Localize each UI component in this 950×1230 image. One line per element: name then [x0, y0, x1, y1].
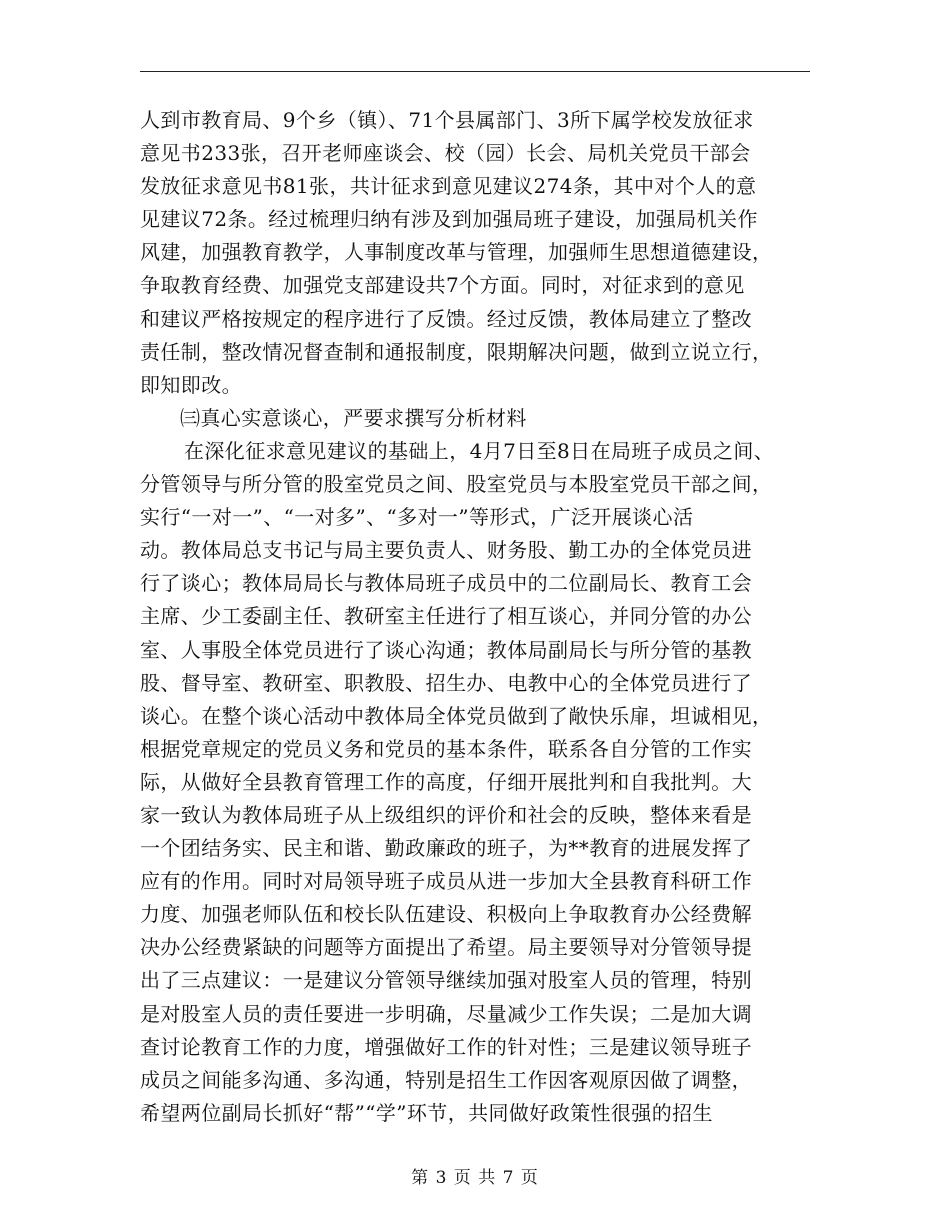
text-line: 成员之间能多沟通、多沟通，特别是招生工作因客观原因做了调整， — [140, 1067, 752, 1092]
text-line: 应有的作用。同时对局领导班子成员从进一步加大全县教育科研工作 — [140, 869, 752, 894]
text-line: 见建议72条。经过梳理归纳有涉及到加强局班子建设，加强局机关作 — [140, 207, 758, 232]
text-line: 根据党章规定的党员义务和党员的基本条件，联系各自分管的工作实 — [140, 736, 752, 761]
text-line: 实行“一对一”、“一对多”、“多对一”等形式，广泛开展谈心活 — [140, 505, 694, 530]
text-line: 分管领导与所分管的股室党员之间、股室党员与本股室党员干部之间， — [140, 472, 773, 497]
text-line: 主席、少工委副主任、教研室主任进行了相互谈心，并同分管的办公 — [140, 604, 752, 629]
text-line: 力度、加强老师队伍和校长队伍建设、积极向上争取教育办公经费解 — [140, 902, 752, 927]
text-line: 是对股室人员的责任要进一步明确，尽量减少工作失误；二是加大调 — [140, 1001, 752, 1026]
text-line: 发放征求意见书81张，共计征求到意见建议274条，其中对个人的意 — [140, 174, 757, 199]
header-rule — [140, 71, 810, 72]
text-line: 一个团结务实、民主和谐、勤政廉政的班子，为**教育的进展发挥了 — [140, 836, 753, 861]
text-line: 行了谈心；教体局局长与教体局班子成员中的二位副局长、教育工会 — [140, 571, 752, 596]
text-line: 风建，加强教育教学，人事制度改革与管理，加强师生思想道德建设， — [140, 240, 773, 265]
text-line: 争取教育经费、加强党支部建设共7个方面。同时，对征求到的意见 — [140, 273, 745, 298]
text-line: 出了三点建议：一是建议分管领导继续加强对股室人员的管理，特别 — [140, 968, 752, 993]
text-line: 谈心。在整个谈心活动中教体局全体党员做到了敞快乐扉，坦诚相见， — [140, 703, 773, 728]
text-line: 家一致认为教体局班子从上级组织的评价和社会的反映，整体来看是 — [140, 802, 752, 827]
document-body — [140, 104, 830, 1130]
text-line: 在深化征求意见建议的基础上，4月7日至8日在局班子成员之间、 — [184, 438, 775, 463]
text-line: 室、人事股全体党员进行了谈心沟通；教体局副局长与所分管的基教 — [140, 637, 752, 662]
text-line: 希望两位副局长抓好“帮”“学”环节，共同做好政策性很强的招生 — [140, 1100, 713, 1125]
text-line: 决办公经费紧缺的问题等方面提出了希望。局主要领导对分管领导提 — [140, 935, 752, 960]
text-line: 和建议严格按规定的程序进行了反馈。经过反馈，教体局建立了整改 — [140, 306, 752, 331]
text-line: 股、督导室、教研室、职教股、招生办、电教中心的全体党员进行了 — [140, 670, 752, 695]
text-line: 责任制，整改情况督查制和通报制度，限期解决问题，做到立说立行， — [140, 339, 773, 364]
text-line: 动。教体局总支书记与局主要负责人、财务股、勤工办的全体党员进 — [140, 538, 752, 563]
text-line: 人到市教育局、9个乡（镇）、71个县属部门、3所下属学校发放征求 — [140, 108, 754, 132]
page-footer: 第 3 页 共 7 页 — [411, 1168, 539, 1188]
text-line: 即知即改。 — [140, 372, 242, 397]
text-line: 查讨论教育工作的力度，增强做好工作的针对性；三是建议领导班子 — [140, 1034, 752, 1059]
section-heading: ㈢真心实意谈心，严要求撰写分析材料 — [180, 405, 527, 430]
text-line: 际，从做好全县教育管理工作的高度，仔细开展批判和自我批判。大 — [140, 769, 752, 794]
text-line: 意见书233张，召开老师座谈会、校（园）长会、局机关党员干部会 — [140, 141, 751, 166]
